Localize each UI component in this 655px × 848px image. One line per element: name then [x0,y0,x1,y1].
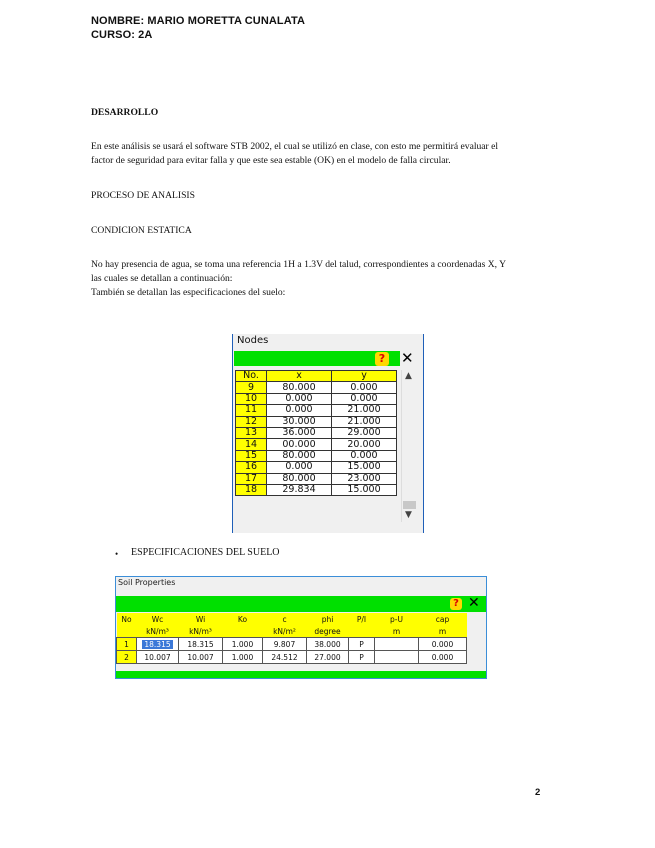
vertical-scrollbar[interactable] [401,370,417,522]
soil-table [116,613,467,664]
node-y[interactable]: 20.000 [332,439,397,450]
node-x[interactable]: 0.000 [267,393,332,404]
unit-header: kN/m² [263,625,307,638]
soil-window-title: Soil Properties [118,578,176,587]
unit-header: degree [307,625,349,638]
column-header: phi [307,613,349,625]
help-icon[interactable]: ? [375,352,389,366]
node-number: 10 [236,393,267,404]
node-number: 16 [236,462,267,473]
water-line-2: las cuales se detallan a continuación: [91,273,233,284]
node-y[interactable]: 23.000 [332,473,397,484]
unit-header: kN/m³ [179,625,223,638]
node-number: 12 [236,416,267,427]
soil-wc-cell[interactable] [137,638,179,651]
soil-c-cell[interactable]: 24.512 [263,651,307,664]
scrollbar-thumb[interactable] [403,501,416,509]
soil-phi-cell[interactable]: 38.000 [307,638,349,651]
unit-header: kN/m³ [137,625,179,638]
soil-toolbar [116,596,486,612]
section-title: DESARROLLO [91,107,159,118]
help-icon[interactable]: ? [450,598,462,610]
table-units-row [117,625,467,638]
node-number: 13 [236,427,267,438]
column-header: c [263,613,307,625]
table-row[interactable] [236,427,397,438]
soil-footer-bar [116,671,486,678]
process-title: PROCESO DE ANALISIS [91,190,195,201]
column-header: Wi [179,613,223,625]
unit-header: m [419,625,467,638]
table-row[interactable] [236,382,397,393]
static-title: CONDICION ESTATICA [91,225,192,236]
unit-header [117,625,137,638]
soil-wi-cell[interactable]: 18.315 [179,638,223,651]
node-x[interactable]: 00.000 [267,439,332,450]
node-number: 9 [236,382,267,393]
nodes-window-title: Nodes [237,335,269,346]
node-y[interactable]: 15.000 [332,484,397,495]
soil-number: 1 [117,638,137,651]
node-y[interactable]: 21.000 [332,416,397,427]
soil-pu-cell[interactable] [375,651,419,664]
node-number: 14 [236,439,267,450]
table-row[interactable] [117,651,467,664]
column-header: cap [419,613,467,625]
soil-wc-cell[interactable]: 10.007 [137,651,179,664]
table-row[interactable] [236,484,397,495]
water-paragraph [91,258,571,300]
unit-header [349,625,375,638]
bullet-icon: • [115,549,119,559]
course-label: CURSO: 2A [91,29,153,41]
soil-pi-cell[interactable]: P [349,651,375,664]
nodes-window [232,334,424,533]
soil-c-cell[interactable]: 9.807 [263,638,307,651]
chevron-down-icon[interactable]: ▼ [405,510,412,520]
soil-number: 2 [117,651,137,664]
chevron-up-icon[interactable]: ▲ [405,371,412,381]
close-icon[interactable]: ✕ [468,595,480,611]
soil-phi-cell[interactable]: 27.000 [307,651,349,664]
node-x[interactable]: 29.834 [267,484,332,495]
table-header-row [117,613,467,625]
student-name: NOMBRE: MARIO MORETTA CUNALATA [91,15,306,27]
node-y[interactable]: 29.000 [332,427,397,438]
soil-cap-cell[interactable]: 0.000 [419,638,467,651]
soil-pi-cell[interactable]: P [349,638,375,651]
node-number: 17 [236,473,267,484]
column-header: Wc [137,613,179,625]
node-x[interactable]: 80.000 [267,473,332,484]
node-y[interactable]: 0.000 [332,393,397,404]
column-header: Ko [223,613,263,625]
node-number: 11 [236,405,267,416]
soil-ko-cell[interactable]: 1.000 [223,638,263,651]
node-x[interactable]: 36.000 [267,427,332,438]
soil-cap-cell[interactable]: 0.000 [419,651,467,664]
soil-pu-cell[interactable] [375,638,419,651]
table-row[interactable] [117,638,467,651]
column-header: p-U [375,613,419,625]
selected-value[interactable]: 18.315 [144,639,171,649]
table-row[interactable] [236,473,397,484]
column-header-x: x [267,371,332,382]
intro-paragraph [91,140,571,168]
water-line-1: No hay presencia de agua, se toma una referencia 1H a 1.3V del talud, correspondientes a coordenadas X, Y [91,259,507,270]
unit-header [223,625,263,638]
node-x[interactable]: 30.000 [267,416,332,427]
node-x[interactable]: 80.000 [267,450,332,461]
close-icon[interactable]: ✕ [401,349,414,367]
table-row[interactable] [236,393,397,404]
intro-line-1: En este análisis se usará el software STB 2002, el cual se utilizó en clase, con esto me permitirá evaluar el [91,141,499,152]
column-header-no: No. [236,371,267,382]
page-number: 2 [535,787,541,798]
node-y[interactable]: 15.000 [332,462,397,473]
column-header-y: y [332,371,397,382]
node-number: 15 [236,450,267,461]
unit-header: m [375,625,419,638]
node-number: 18 [236,484,267,495]
node-y[interactable]: 21.000 [332,405,397,416]
soil-intro-line: También se detallan las especificaciones del suelo: [91,287,286,298]
node-y[interactable]: 0.000 [332,450,397,461]
soil-wi-cell[interactable]: 10.007 [179,651,223,664]
node-y[interactable]: 0.000 [332,382,397,393]
table-row[interactable] [236,450,397,461]
node-x[interactable]: 0.000 [267,405,332,416]
column-header: P/I [349,613,375,625]
soil-heading: ESPECIFICACIONES DEL SUELO [131,547,280,558]
column-header: No [117,613,137,625]
intro-line-2: factor de seguridad para evitar falla y que este sea estable (OK) en el modelo de falla circular. [91,155,451,166]
table-row[interactable] [236,416,397,427]
table-row[interactable] [236,405,397,416]
soil-ko-cell[interactable]: 1.000 [223,651,263,664]
node-x[interactable]: 80.000 [267,382,332,393]
table-row[interactable] [236,439,397,450]
soil-properties-window [115,576,487,679]
table-header-row [236,371,397,382]
table-row[interactable] [236,462,397,473]
node-x[interactable]: 0.000 [267,462,332,473]
nodes-table [235,370,397,496]
